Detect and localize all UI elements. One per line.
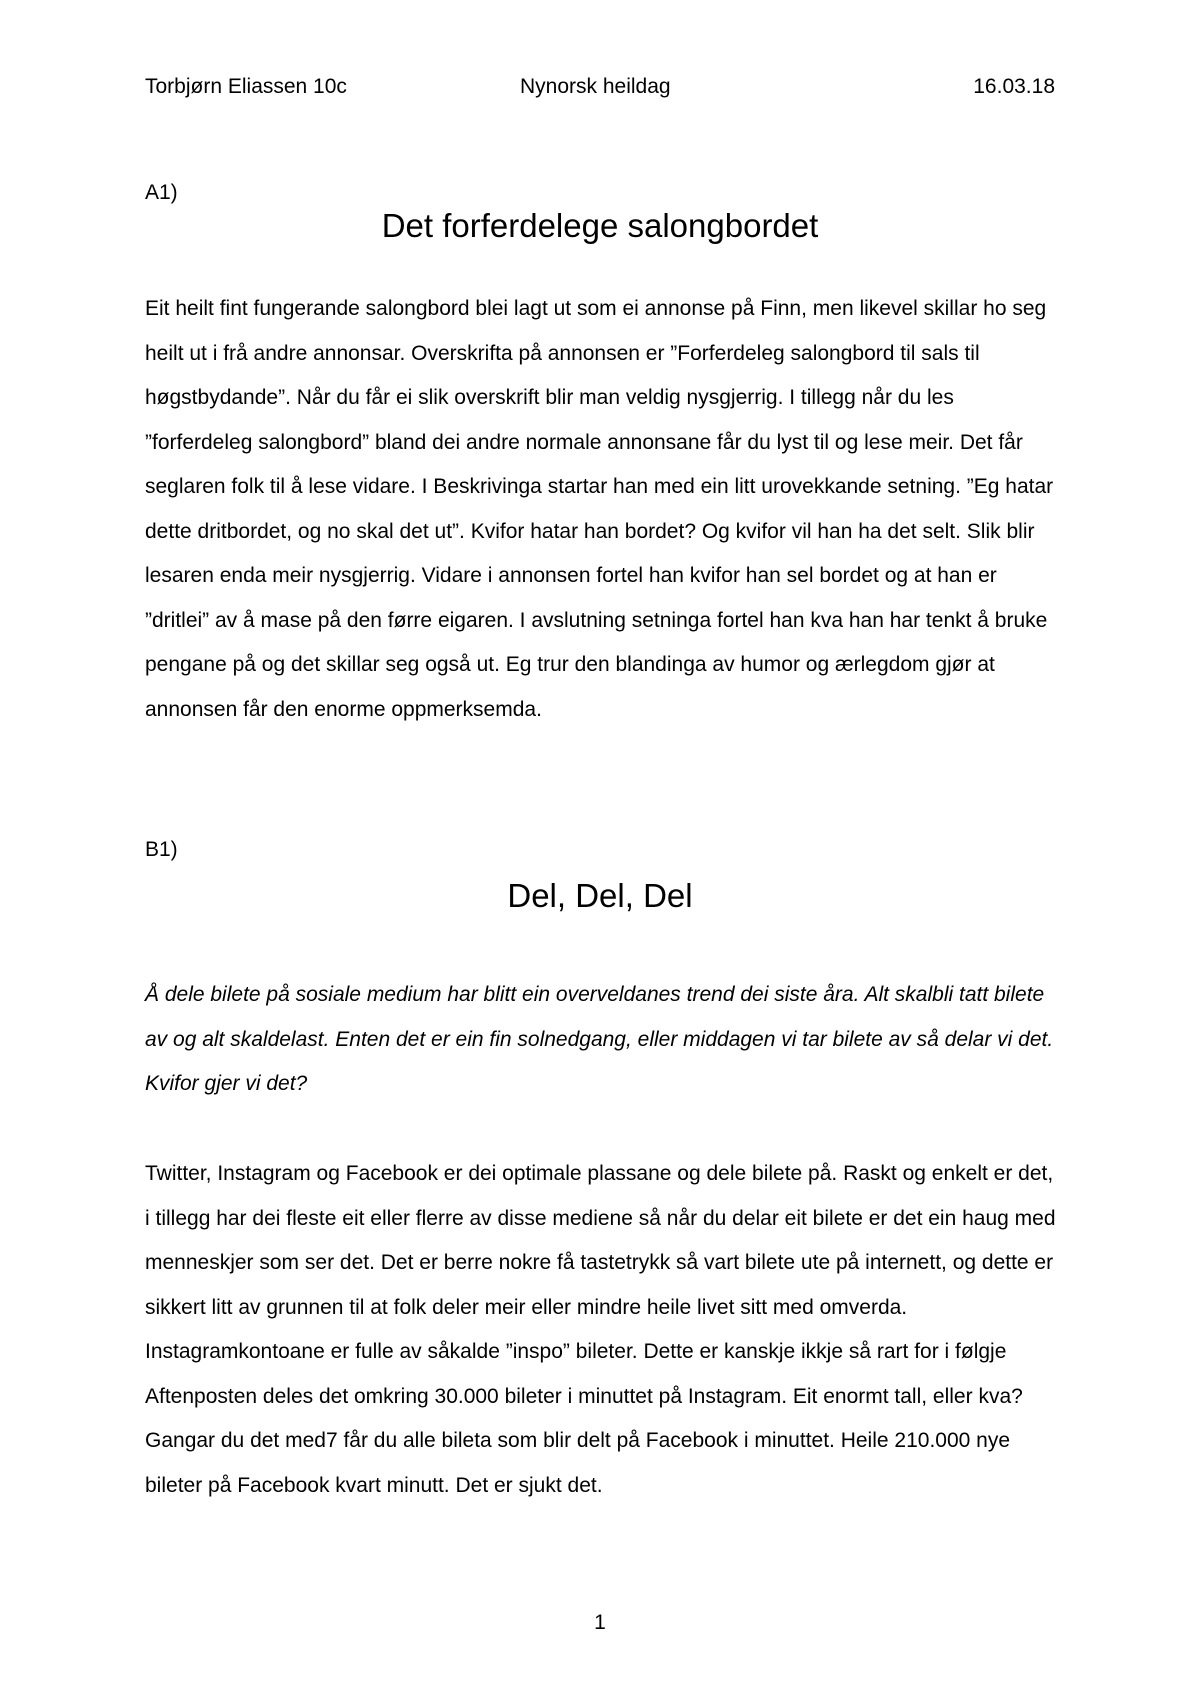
section-a-paragraph: Eit heilt fint fungerande salongbord blei lagt ut som ei annonse på Finn, men likevel skillar ho seg heilt ut i frå andre annonsar. Overskrifta på annonsen er ”Forferdeleg salongbord til sals til høgstbydande”. Når du får ei slik overskrift blir man veldig nysgjerrig. I tillegg når du les ”forferdeleg salongbord” bland dei andre normale annonsane får du lyst til og lese meir. Det får seglaren folk til å lese vidare. I Beskrivinga startar han med ein litt urovekkande setning. ”Eg hatar dette dritbordet, og no skal det ut”. Kvifor hatar han bordet? Og kvifor vil han ha det selt. Slik blir lesaren enda meir nysgjerrig. Vidare i annonsen fortel han kvifor han sel bordet og at han er ”dritlei” av å mase på den førre eigaren. I avslutning setninga fortel han kva han har tenkt å bruke pengane på og det skillar seg også ut. Eg trur den blandinga av humor og ærlegdom gjør at annonsen får den enorme oppmerksemda. xyxy=(145,297,1054,721)
section-b-paragraph: Twitter, Instagram og Facebook er dei optimale plassane og dele bilete på. Raskt og enkelt er det, i tillegg har dei fleste eit eller flerre av disse mediene så når du delar eit bilete er det ein haug med menneskjer som ser det. Det er berre nokre få tastetrykk så vart bilete ute på internett, og dette er sikkert litt av grunnen til at folk deler meir eller mindre heile livet sitt med omverda. Instagramkontoane er fulle av såkalde ”inspo” bileter. Dette er kanskje ikkje så rart for i følgje Aftenposten deles det omkring 30.000 bileter i minuttet på Instagram. Eit enormt tall, eller kva? Gangar du det med7 får du alle bileta som blir delt på Facebook i minuttet. Heile 210.000 nye bileter på Facebook kvart minutt. Det er sjukt det. xyxy=(145,1162,1056,1497)
page-header xyxy=(145,72,1055,102)
section-a-title: Det forferdelege salongbordet xyxy=(381,207,819,244)
section-b-label: B1) xyxy=(145,838,178,861)
header-subject: Nynorsk heildag xyxy=(520,75,671,98)
header-author: Torbjørn Eliassen 10c xyxy=(145,75,347,98)
section-b-intro: Å dele bilete på sosiale medium har blitt ein overveldanes trend dei siste åra. Alt skalbli tatt bilete av og alt skaldelast. Enten det er ein fin solnedgang, eller middagen vi tar bilete av så delar vi det. Kvifor gjer vi det? xyxy=(145,983,1054,1095)
section-b-title: Del, Del, Del xyxy=(507,877,693,914)
header-date: 16.03.18 xyxy=(973,75,1055,98)
section-a-label: A1) xyxy=(145,181,178,204)
page-number: 1 xyxy=(594,1611,606,1634)
